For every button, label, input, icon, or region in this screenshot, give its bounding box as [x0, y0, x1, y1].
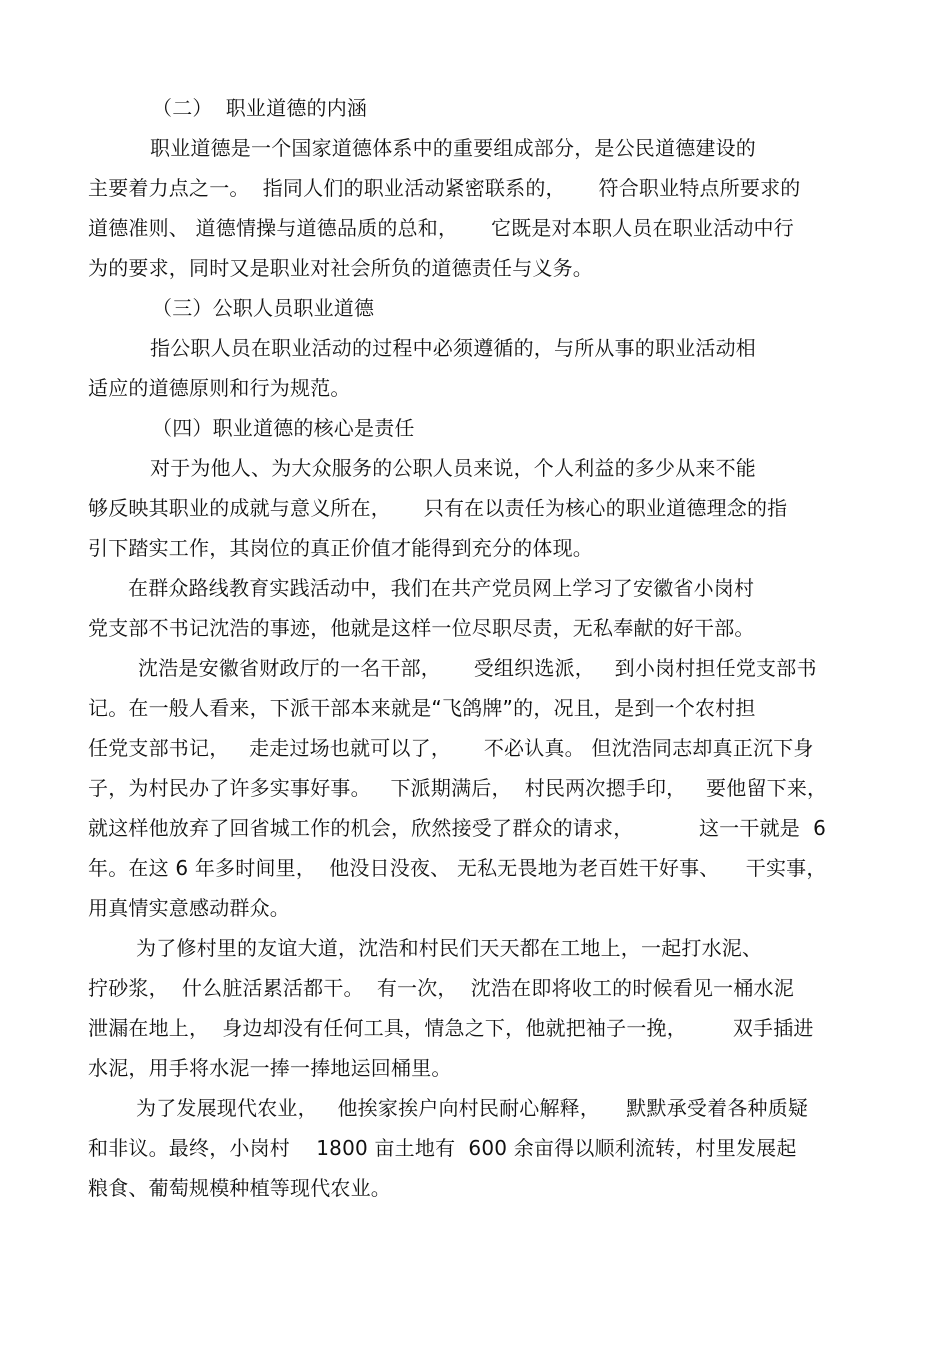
- heading-3: （三）公职人员职业道德: [152, 296, 375, 320]
- text-line: 为的要求，同时又是职业对社会所负的道德责任与义务。: [88, 256, 593, 280]
- text-line: 就这样他放弃了回省城工作的机会，欣然接受了群众的请求， 这一干就是 6: [88, 816, 827, 840]
- text-line: 党支部不书记沈浩的事迹，他就是这样一位尽职尽责，无私奉献的好干部。: [88, 616, 755, 640]
- text-line: 泄漏在地上， 身边却没有任何工具，情急之下，他就把袖子一挽， 双手插进: [88, 1016, 814, 1040]
- text-line: 任党支部书记， 走走过场也就可以了， 不必认真。 但沈浩同志却真正沉下身: [88, 736, 814, 760]
- text-line: 对于为他人、为大众服务的公职人员来说，个人利益的多少从来不能: [150, 456, 756, 480]
- text-line: 沈浩是安徽省财政厅的一名干部， 受组织选派， 到小岗村担任党支部书: [138, 656, 817, 680]
- text-line: 年。在这 6 年多时间里， 他没日没夜、 无私无畏地为老百姓干好事、 干实事，: [88, 856, 827, 880]
- text-line: 拧砂浆， 什么脏活累活都干。 有一次， 沈浩在即将收工的时候看见一桶水泥: [88, 976, 794, 1000]
- text-line: 和非议。最终，小岗村 1800 亩土地有 600 余亩得以顺利流转，村里发展起: [88, 1136, 797, 1160]
- text-line: 为了发展现代农业， 他挨家挨户向村民耐心解释， 默默承受着各种质疑: [136, 1096, 809, 1120]
- text-line: 在群众路线教育实践活动中，我们在共产党员网上学习了安徽省小岗村: [128, 576, 755, 600]
- text-line: 子，为村民办了许多实事好事。 下派期满后， 村民两次摁手印， 要他留下来，: [88, 776, 828, 800]
- text-line: 用真情实意感动群众。: [88, 896, 290, 920]
- text-line: 适应的道德原则和行为规范。: [88, 376, 351, 400]
- text-line: 引下踏实工作，其岗位的真正价值才能得到充分的体现。: [88, 536, 593, 560]
- text-line: 记。在一般人看来，下派干部本来就是“飞鸽牌”的，况且，是到一个农村担: [88, 696, 756, 720]
- heading-4: （四）职业道德的核心是责任: [152, 416, 415, 440]
- text-line: 职业道德是一个国家道德体系中的重要组成部分，是公民道德建设的: [150, 136, 756, 160]
- text-line: 指公职人员在职业活动的过程中必须遵循的，与所从事的职业活动相: [150, 336, 756, 360]
- text-line: 为了修村里的友谊大道，沈浩和村民们天天都在工地上，一起打水泥、: [136, 936, 763, 960]
- text-line: 主要着力点之一。 指同人们的职业活动紧密联系的， 符合职业特点所要求的: [88, 176, 801, 200]
- text-line: 水泥，用手将水泥一捧一捧地运回桶里。: [88, 1056, 452, 1080]
- text-line: 道德准则、 道德情操与道德品质的总和， 它既是对本职人员在职业活动中行: [88, 216, 794, 240]
- text-line: 粮食、葡萄规模种植等现代农业。: [88, 1176, 391, 1200]
- text-line: 够反映其职业的成就与意义所在， 只有在以责任为核心的职业道德理念的指: [88, 496, 788, 520]
- heading-2: （二） 职业道德的内涵: [152, 96, 368, 120]
